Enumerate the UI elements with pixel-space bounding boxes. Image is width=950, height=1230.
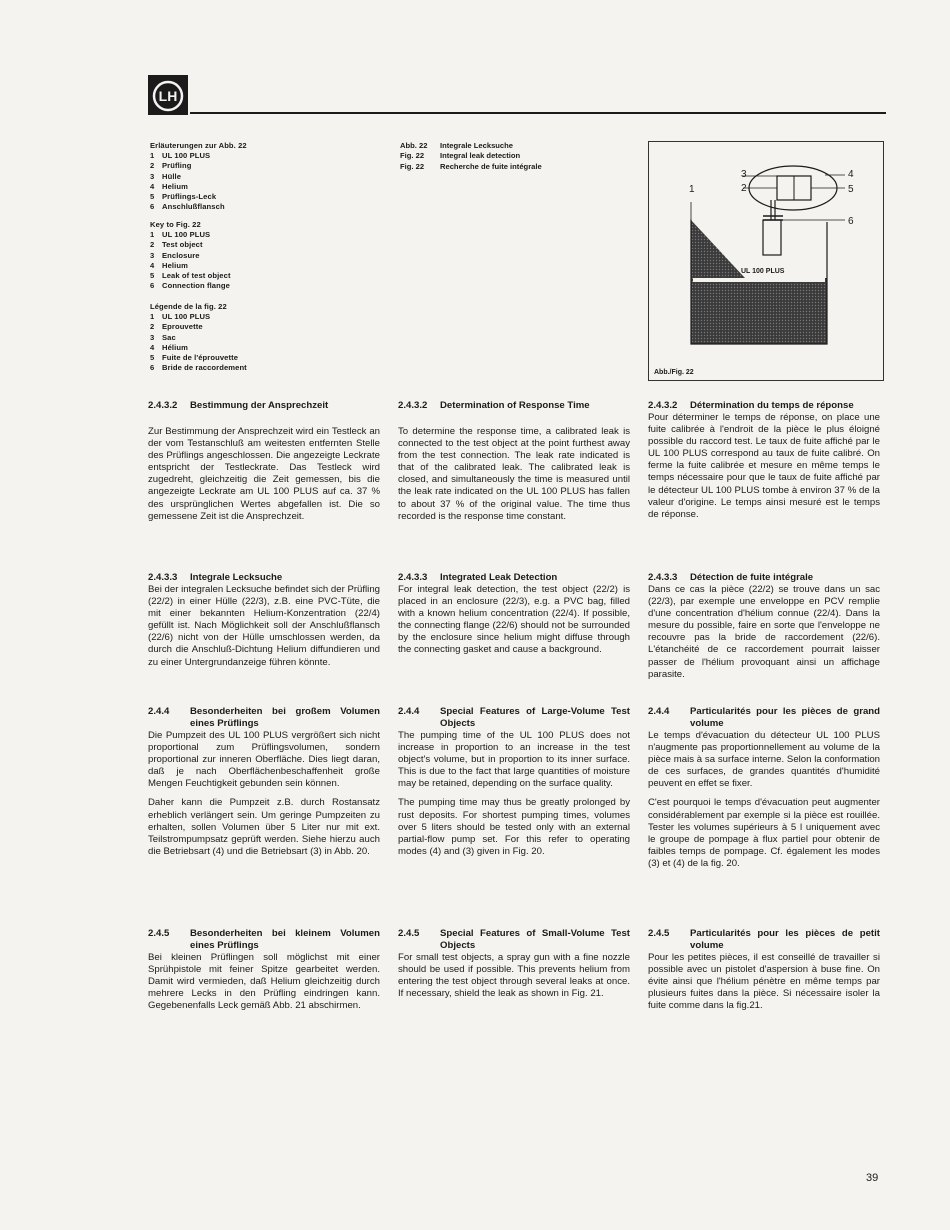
section-2-4-4 (648, 706, 880, 870)
legend-title: Key to Fig. 22 (150, 220, 201, 229)
section-heading: 2.4.3.3 Integrated Leak Detection (398, 572, 558, 583)
device-label: UL 100 PLUS (741, 268, 785, 275)
section-heading: 2.4.3.2 Bestimmung der Ansprechzeit (148, 400, 329, 411)
section-heading: 2.4.3.3 Integrale Lecksuche (148, 572, 283, 583)
section-body: The pumping time of the UL 100 PLUS does not increase in proportion to an increase in the test object's volume, but in proportion to its inner surface. This is due to the fact that large quantities of moisture may be retained, depending on the surface quality. (398, 730, 630, 790)
header-rule (190, 112, 886, 114)
section-heading: 2.4.4 Special Features of Large-Volume Test Objects (398, 706, 630, 729)
section-heading: 2.4.3.2 Détermination du temps de réponse (648, 400, 854, 411)
section-2-4-3-3 (398, 572, 630, 657)
legend-item: 3 Enclosure (150, 250, 200, 260)
caption-fr: Fig. 22 Recherche de fuite intégrale (400, 161, 542, 171)
section-body: Bei kleinen Prüflingen soll möglichst mit einer Sprühpistole mit feiner Spitze gearbeitet werden. Damit wird vermieden, daß Helium gleichzeitig durch mehrere Lecks in den Prüfling eindringen kann. Gegebenenfalls Leck gemäß Abb. 21 abschirmen. (148, 952, 380, 1012)
legend-item: 4 Hélium (150, 342, 188, 352)
section-body: For integral leak detection, the test object (22/2) is placed in an enclosure (22/3), e.g. a PVC bag, filled with a known helium concentration (22/4). If possible, the connecting flange (22/6) should not be surrounded by the enclosure since helium might diffuse through the connecting gasket and cause a background. (398, 584, 630, 656)
legend-item: 4 Helium (150, 260, 188, 270)
legend-item: 3 Hülle (150, 171, 182, 181)
legend-item: 1 UL 100 PLUS (150, 230, 211, 240)
legend-item: 2 Eprouvette (150, 322, 203, 332)
section-heading: 2.4.5 Besonderheiten bei kleinem Volumen eines Prüflings (148, 928, 380, 951)
legend-item: 6 Anschlußflansch (150, 202, 225, 212)
section-2-4-3-2 (398, 400, 630, 523)
section-body: To determine the response time, a calibrated leak is connected to the test object at the point furthest away from the test connection. The leak rate indicated is that of the calibrated leak. The calibrated leak is closed, and simultaneously the time is measured until the leak rate indicated on the UL 100 PLUS has fallen to about 37 % of the original value. The time thus recorded is the response time constant. (398, 426, 630, 522)
legend-german (150, 141, 247, 212)
section-2-4-3-2 (148, 400, 380, 523)
section-heading: 2.4.5 Particularités pour les pièces de petit volume (648, 928, 880, 951)
legend-item: 6 Bride de raccordement (150, 363, 247, 373)
figure-captions (400, 141, 542, 172)
figure-label-5: 5 (848, 184, 854, 195)
caption-de: Abb. 22 Integrale Lecksuche (400, 141, 514, 150)
section-body: Bei der integralen Lecksuche befindet sich der Prüfling (22/2) in einer Hülle (22/3), z.B. eine PVC-Tüte, die mit einer bekannten Helium-Konzentration (22/4) gefüllt ist. Nach Möglichkeit soll der Anschlußflansch (22/6) nicht von der Hülle umschlossen werden, da durch die Anschluß-Dichtung Helium diffundieren und zu einer Untergrundanzeige führen könnte. (148, 584, 380, 668)
legend-title: Légende de la fig. 22 (150, 302, 227, 311)
legend-item: 6 Connection flange (150, 281, 230, 291)
section-2-4-4 (148, 706, 380, 858)
section-2-4-5 (398, 928, 630, 1000)
section-body: C'est pourquoi le temps d'évacuation peut augmenter considérablement par exemple si la pièce est rouillée. Tester les volumes supérieurs à 5 l uniquement avec le groupe de pompage à flux partiel pour obtenir de faibles temps de pompage. Cf. également les modes (3) et (4) de la fig. 20. (648, 797, 880, 869)
section-2-4-4 (398, 706, 630, 858)
section-2-4-5 (648, 928, 880, 1012)
figure-label-1: 1 (689, 184, 695, 195)
section-body: Zur Bestimmung der Ansprechzeit wird ein Testleck an der vom Testanschluß am weitesten entfernten Stelle des Prüflings angeschlossen. Die angezeigte Leckrate entspricht der Testleckrate. Das Testleck wird zugedreht, gleichzeitig die Zeit gemessen, bis die angezeigte Leckrate am UL 100 PLUS auf ca. 37 % des ursprünglichen Wertes abgefallen ist. Die so gemessene Zeit ist die Ansprechzeit. (148, 426, 380, 522)
section-body: Pour les petites pièces, il est conseillé de travailler si possible avec un pistolet d'aspersion à buse fine. On évite ainsi que l'hélium pénètre en même temps par plusieurs fuites dans la pièce. Si nécessaire isoler la fuite comme dans la fig.21. (648, 952, 880, 1012)
figure-label-6: 6 (848, 216, 854, 227)
legend-item: 3 Sac (150, 332, 176, 342)
section-body: For small test objects, a spray gun with a fine nozzle should be used if possible. This prevents helium from entering the test object through several leaks at once. If necessary, shield the leak as shown in Fig. 21. (398, 952, 630, 1000)
section-2-4-5 (148, 928, 380, 1012)
section-2-4-3-3 (148, 572, 380, 669)
page-number: 39 (866, 1172, 879, 1184)
legend-item: 5 Leak of test object (150, 271, 231, 281)
section-heading: 2.4.3.2 Determination of Response Time (398, 400, 590, 411)
section-heading: 2.4.3.3 Détection de fuite intégrale (648, 572, 814, 583)
section-heading: 2.4.5 Special Features of Small-Volume Test Objects (398, 928, 630, 951)
section-body: Le temps d'évacuation du détecteur UL 100 PLUS n'augmente pas proportionnellement au volume de la pièce mais à sa surface interne. Selon la conformation de ces surfaces, de grandes quantités d'humidité peuvent en effet se fixer. (648, 730, 880, 790)
legend-item: 4 Helium (150, 181, 188, 191)
section-body: Dans ce cas la pièce (22/2) se trouve dans un sac (22/3), par exemple une enveloppe en PCV remplie d'une concentration d'hélium connue (22/4). Dans la mesure du possible, faire en sorte que l'enveloppe ne recouvre pas la bride de raccordement (22/6). L'étanchéité de ce raccordement pourrait laisser passer de l'hélium provoquant ainsi un affichage parasite. (648, 584, 880, 680)
figure-label-3: 3 (741, 169, 747, 180)
caption-en: Fig. 22 Integral leak detection (400, 151, 521, 161)
lh-logo (148, 75, 188, 115)
legend-item: 2 Test object (150, 240, 203, 250)
section-heading: 2.4.4 Particularités pour les pièces de grand volume (648, 706, 880, 729)
legend-item: 5 Prüflings-Leck (150, 192, 217, 202)
section-body: The pumping time may thus be greatly prolonged by rust deposits. For shortest pumping times, volumes over 5 liters should be tested only with an external partial-flow pump set. For this refer to operating modes (4) and (3) given in Fig. 20. (398, 797, 630, 857)
legend-item: 1 UL 100 PLUS (150, 312, 211, 322)
figure-22 (648, 141, 884, 381)
figure-caption: Abb./Fig. 22 (654, 369, 694, 376)
section-body: Pour déterminer le temps de réponse, on place une fuite calibrée à l'endroit de la pièce le plus éloigné possible du raccord test. Le taux de fuite affiché par le UL 100 PLUS correspond au taux de fuite calibré. On ferme la fuite calibrée et mesure en même temps le temps nécessaire pour que le taux de fuite affiché par le détecteur UL 100 PLUS tombe à environ 37 % de la valeur d'origine. Le temps ainsi mesuré est le temps de réponse. (648, 412, 880, 520)
legend-english (150, 220, 231, 291)
legend-item: 2 Prüfling (150, 161, 192, 171)
section-body: Die Pumpzeit des UL 100 PLUS vergrößert sich nicht proportional zum Prüflingsvolumen, sondern proportional zur inneren Oberfläche. Dies liegt daran, daß je nach Oberflächenbeschaffenheit große Mengen Feuchtigkeit gebunden sein können. (148, 730, 380, 790)
legend-item: 1 UL 100 PLUS (150, 151, 211, 161)
figure-label-2: 2 (741, 183, 747, 194)
leak-detection-diagram (649, 142, 883, 380)
section-2-4-3-3 (648, 572, 880, 681)
legend-title: Erläuterungen zur Abb. 22 (150, 141, 247, 150)
section-2-4-3-2 (648, 400, 880, 521)
legend-french (150, 302, 247, 373)
legend-item: 5 Fuite de l'éprouvette (150, 353, 239, 363)
svg-text:LH: LH (158, 88, 178, 104)
section-heading: 2.4.4 Besonderheiten bei großem Volumen eines Prüflings (148, 706, 380, 729)
figure-label-4: 4 (848, 169, 854, 180)
section-body: Daher kann die Pumpzeit z.B. durch Rostansatz erheblich verlängert sein. Um geringe Pumpzeiten zu erhalten, sollen Volumen über 5 Liter nur mit ext. Teilstrompumpsatz geprüft werden. Siehe hierzu auch die Betriebsart (4) und die Betriebsart (3) in Abb. 20. (148, 797, 380, 857)
